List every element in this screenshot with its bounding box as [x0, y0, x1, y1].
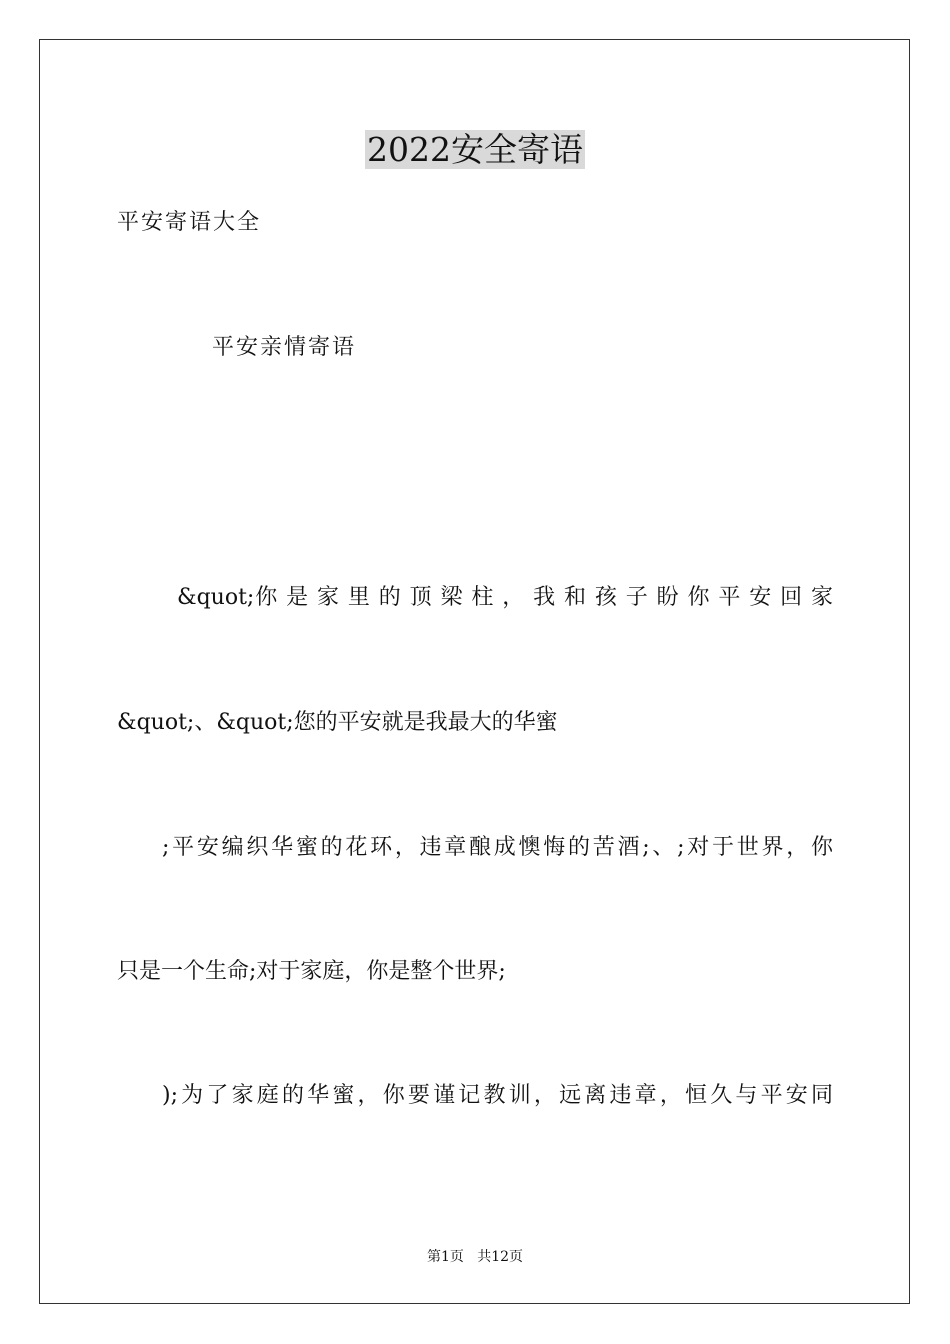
text-line-2: 平安亲情寄语 [212, 335, 357, 360]
text-line-5: ;平安编织华蜜的花环，违章酿成懊悔的苦酒;、;对于世界，你 [162, 835, 833, 860]
page-footer: 第1页 共12页 [426, 1249, 524, 1265]
text-line-3: &quot;你 是 家 里 的 顶 梁 柱 ， 我 和 孩 子 盼 你 平 安 回 家 [177, 585, 833, 610]
text-line-4: &quot;、&quot;您的平安就是我最大的华蜜 [117, 710, 558, 735]
text-line-1: 平安寄语大全 [117, 210, 262, 235]
text-line-6: 只是一个生命;对于家庭，你是整个世界; [117, 959, 506, 984]
document-title [0, 128, 950, 172]
document-title-text: 2022安全寄语 [367, 130, 583, 169]
text-line-7: );为了家庭的华蜜，你要谨记教训，远离违章，恒久与平安同 [162, 1083, 833, 1108]
